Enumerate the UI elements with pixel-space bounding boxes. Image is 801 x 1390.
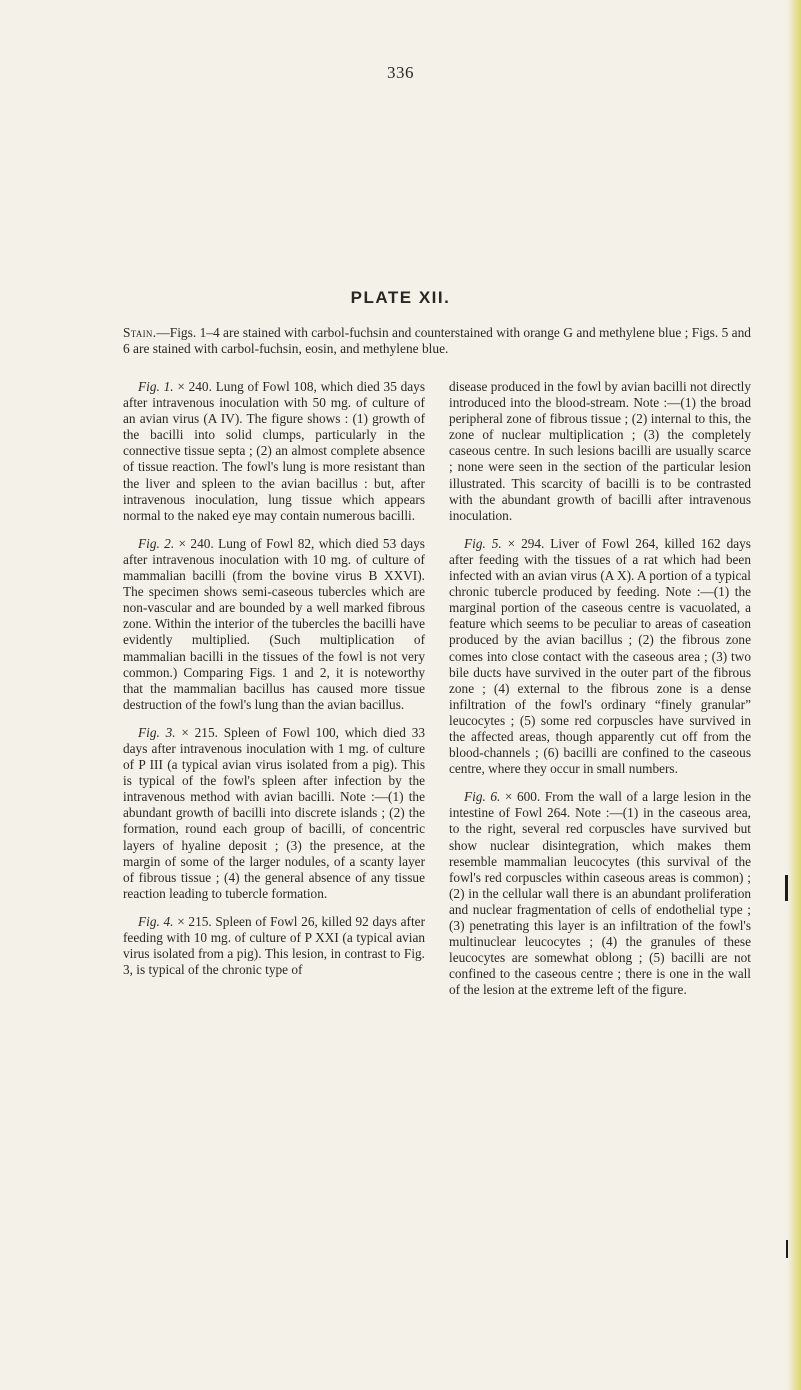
- figure-text: × 240. Lung of Fowl 108, which died 35 days after intravenous inoculation with 50 mg. of culture of an avian virus (A IV). The figure shows : (1) growth of the bacilli into solid clumps, particularly in the connective tissue septa ; (2) an almost complete absence of tissue reaction. The fowl's lung is more resistant than the liver and spleen to the avian bacillus : but, after intravenous inoculation, lung tissue which appears normal to the naked eye may contain numerous bacilli.: [123, 379, 426, 523]
- figure-label: Fig. 5.: [464, 535, 502, 551]
- figure-text: × 240. Lung of Fowl 82, which died 53 days after intravenous inoculation with 10 mg. of culture of mammalian bacilli (from the bovine virus B XXVI). The specimen shows semi-caseous tubercles which are non-vascular and are bounded by a well marked fibrous zone. Within the interior of the tubercles the bacilli have evidently multiplied. (Such multiplication of mammalian bacilli in the tissues of the fowl is not very common.) Comparing Figs. 1 and 2, it is noteworthy that the mammalian bacillus has caused more tissue destruction of the fowl's lung than the avian bacillus.: [123, 535, 425, 712]
- figure-text: × 600. From the wall of a large lesion in the intestine of Fowl 264. Note :—(1) in the caseous area, to the right, several red corpuscles have survived but show nuclear disintegration, which makes them resemble mammalian leucocytes (this survival of the fowl's red corpuscles within caseous areas is common) ; (2) in the cellular wall there is an abundant proliferation and nuclear fragmentation of cells of endothelial type ; (3) penetrating this layer is an infiltration of the fowl's multinuclear leucocytes ; (4) the granules of these leucocytes are somewhat oblong ; (5) bacilli are not confined to the caseous centre ; there is one in the wall of the lesion at the extreme left of the figure.: [449, 789, 751, 998]
- plate-title: PLATE XII.: [350, 288, 451, 307]
- figure-label: Fig. 4.: [138, 913, 174, 929]
- figure-text: × 294. Liver of Fowl 264, killed 162 days after feeding with the tissues of a rat which had been infected with an avian virus (A X). A portion of a typical chronic tubercle produced by feeding. Note :—(1) the marginal portion of the caseous centre is vacuolated, a feature which seems to be peculiar to areas of caseation produced by the avian bacillus ; (2) the fibrous zone comes into close contact with the caseous area ; (3) two bile ducts have survived in the outer part of the fibrous zone ; (4) external to the fibrous zone is a dense infiltration of the fowl's ordinary “finely granular” leucocytes ; (5) some red corpuscles have survived in the affected areas, though apparently cut off from the blood-channels ; (6) bacilli are confined to the caseous centre, where they occur in small numbers.: [449, 535, 751, 777]
- figure-caption-6: [449, 789, 751, 998]
- right-column: [449, 379, 751, 998]
- figure-caption-4: [123, 914, 425, 978]
- figure-text: × 215. Spleen of Fowl 26, killed 92 days after feeding with 10 mg. of culture of P XXI (a typical avian virus isolated from a pig). This lesion, in contrast to Fig. 3, is typical of the chronic type of: [123, 913, 425, 978]
- figure-label: Fig. 3.: [138, 724, 176, 740]
- figure-caption-3: [123, 725, 425, 902]
- margin-mark: [785, 875, 788, 901]
- figure-caption-5: [449, 536, 751, 777]
- figure-caption-1: [123, 379, 425, 524]
- figure-label: Fig. 1.: [138, 379, 174, 394]
- figure-caption-4-continuation: disease produced in the fowl by avian bacilli not directly introduced into the blood-stream. Note :—(1) the broad peripheral zone of fibrous tissue ; (2) internal to this, the zone of nuclear multiplication ; (3) the completely caseous centre. In such lesions bacilli are usually scarce ; none were seen in the section of the particular lesion illustrated. This scarcity of bacilli is to be contrasted with the abundant growth of bacilli after intravenous inoculation.: [449, 379, 751, 523]
- figure-label: Fig. 6.: [464, 789, 501, 805]
- stain-note-text: —Figs. 1–4 are stained with carbol-fuchsin and counterstained with orange G and methylene blue ; Figs. 5 and 6 are stained with carbol-fuchsin, eosin, and methylene blue.: [123, 325, 751, 356]
- margin-mark: [786, 1240, 788, 1258]
- figure-caption-2: [123, 536, 425, 713]
- page-number: 336: [387, 63, 414, 82]
- page-edge-shadow: [787, 0, 801, 1390]
- figure-label: Fig. 2.: [138, 535, 175, 551]
- stain-note-lead: Stain.: [123, 325, 157, 340]
- figure-text: × 215. Spleen of Fowl 100, which died 33 days after intravenous inoculation with 1 mg. of culture of P III (a typical avian virus isolated from a pig). This is typical of the fowl's spleen after infection by the intravenous method with avian bacilli. Note :—(1) the abundant growth of bacilli into discrete islands ; (2) the formation, round each group of bacilli, of concentric layers of hyaline deposit ; (3) the presence, at the margin of some of the larger nodules, of a scanty layer of fibrous tissue ; (4) the general absence of any tissue reaction leading to tubercle formation.: [123, 724, 426, 901]
- stain-note: [123, 325, 751, 357]
- left-column: [123, 379, 425, 978]
